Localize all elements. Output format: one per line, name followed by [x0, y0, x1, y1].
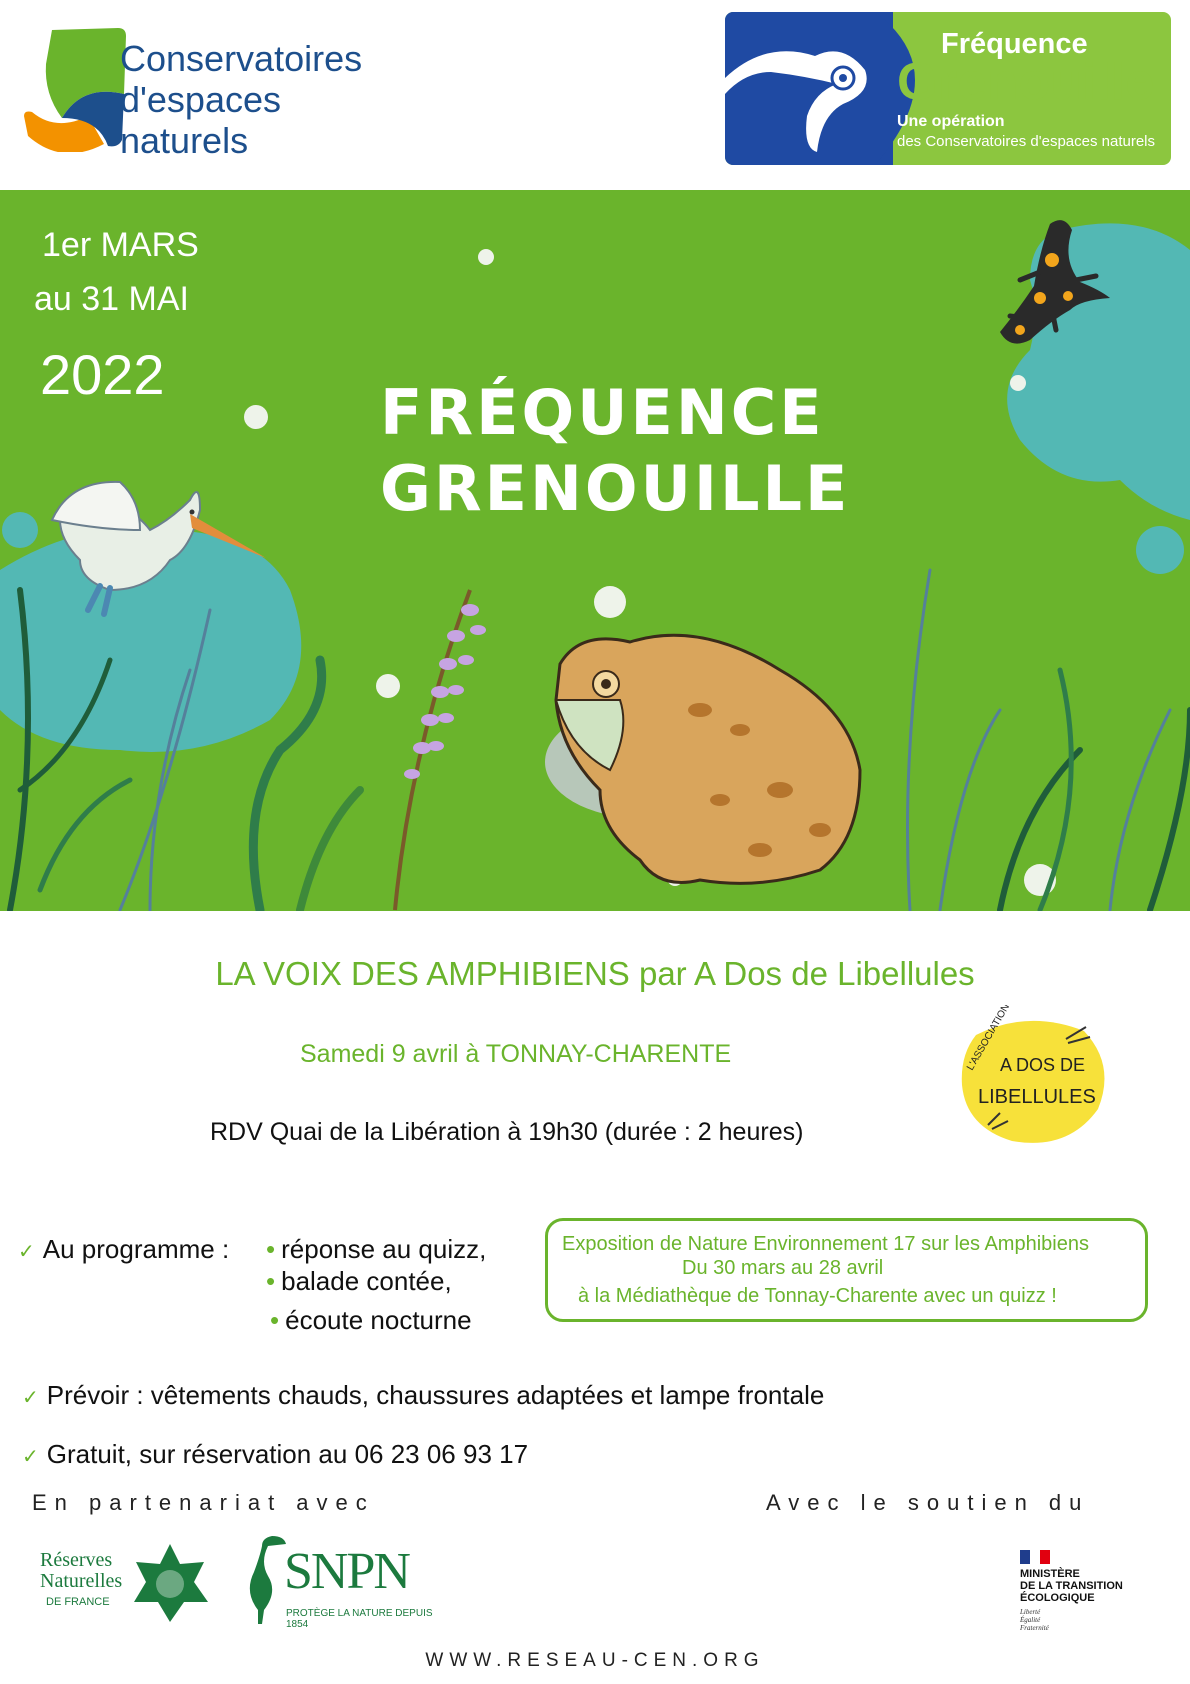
- cen-logo: [22, 24, 382, 164]
- teal-blob-top-right: [1007, 223, 1190, 520]
- bubble: [244, 405, 268, 429]
- adl-logo-line3: LIBELLULES: [978, 1086, 1096, 1108]
- exhibition-box: [545, 1218, 1148, 1322]
- checkmark-icon: ✓: [22, 1446, 39, 1468]
- partners-label: En partenariat avec: [32, 1490, 375, 1515]
- bullet-icon: •: [266, 1266, 276, 1296]
- event-banner: [0, 190, 1190, 911]
- snpn-name: SNPN: [284, 1543, 409, 1600]
- cen-logo-line2: d'espaces: [120, 79, 281, 120]
- fg-logo-line3: Une opération: [897, 113, 1005, 130]
- exhibition-line1: Exposition de Nature Environnement 17 sur les Amphibiens: [562, 1233, 1089, 1255]
- snpn-heron-icon: [238, 1532, 288, 1624]
- event-date: Samedi 9 avril à TONNAY-CHARENTE: [300, 1040, 732, 1068]
- bubble: [1010, 375, 1026, 391]
- ministry-motto2: Égalité: [1020, 1616, 1041, 1624]
- rnf-line1: Réserves: [40, 1549, 113, 1571]
- ministry-motto1: Liberté: [1020, 1608, 1041, 1616]
- exhibition-line3: à la Médiathèque de Tonnay-Charente avec un quizz !: [578, 1285, 1057, 1307]
- program-label: ✓ Au programme :: [18, 1234, 230, 1264]
- bubble: [478, 249, 494, 265]
- bullet-icon: •: [270, 1305, 280, 1335]
- date-year: 2022: [40, 343, 165, 406]
- program-item: • écoute nocturne: [270, 1305, 472, 1335]
- lavender-flower-icon: [395, 590, 486, 910]
- date-end: au 31 MAI: [34, 280, 189, 318]
- program-item: • réponse au quizz,: [266, 1234, 487, 1264]
- support-label: Avec le soutien du: [766, 1490, 1090, 1515]
- cen-logo-mark-icon: [22, 24, 130, 152]
- fg-logo-line4: des Conservatoires d'espaces naturels: [897, 133, 1156, 150]
- bullet-icon: •: [266, 1234, 276, 1264]
- rnf-logo: [38, 1538, 208, 1628]
- frog-illustration-icon: [545, 635, 860, 883]
- ministry-line3: ÉCOLOGIQUE: [1020, 1592, 1095, 1604]
- footer-url[interactable]: WWW.RESEAU-CEN.ORG: [425, 1650, 765, 1671]
- program-item: • balade contée,: [266, 1266, 452, 1296]
- snpn-logo: [238, 1532, 438, 1630]
- bubble: [376, 674, 400, 698]
- checkmark-icon: ✓: [18, 1241, 35, 1263]
- event-rendezvous: RDV Quai de la Libération à 19h30 (durée : 2 heures): [210, 1118, 804, 1146]
- ministry-logo: [1016, 1550, 1166, 1636]
- fg-logo-line1: Fréquence: [941, 28, 1088, 60]
- bubble: [594, 586, 626, 618]
- event-title: LA VOIX DES AMPHIBIENS par A Dos de Libellules: [215, 955, 975, 992]
- teal-bubble: [2, 512, 38, 548]
- prevoir-note: ✓ Prévoir : vêtements chauds, chaussures adaptées et lampe frontale: [22, 1380, 825, 1410]
- fg-logo-line2: Grenouille: [897, 53, 1155, 111]
- french-flag-icon: [1020, 1550, 1050, 1564]
- banner-title-line2: GRENOUILLE: [380, 452, 851, 525]
- ministry-motto3: Fraternité: [1020, 1624, 1049, 1632]
- rnf-turtle-icon: [130, 1540, 210, 1626]
- banner-title-line1: FRÉQUENCE: [380, 376, 825, 449]
- gratuit-note: ✓ Gratuit, sur réservation au 06 23 06 93 17: [22, 1439, 529, 1469]
- a-dos-de-libellules-logo: [948, 1005, 1116, 1153]
- ministry-line2: DE LA TRANSITION: [1020, 1580, 1123, 1592]
- adl-logo-line2: A DOS DE: [1000, 1055, 1086, 1075]
- snpn-tagline: PROTÈGE LA NATURE DEPUIS 1854: [286, 1608, 433, 1630]
- seaweed-right-icon: [908, 570, 1190, 910]
- date-start: 1er MARS: [42, 226, 199, 264]
- ministry-line1: MINISTÈRE: [1020, 1568, 1080, 1580]
- exhibition-line2: Du 30 mars au 28 avril: [682, 1257, 884, 1279]
- association-logo-icon: [948, 1005, 1116, 1153]
- cen-logo-line3: naturels: [120, 120, 249, 161]
- rnf-line3: DE FRANCE: [46, 1596, 110, 1608]
- checkmark-icon: ✓: [22, 1387, 39, 1409]
- cen-logo-line1: Conservatoires: [120, 38, 363, 79]
- adl-logo-line1: L'ASSOCIATION: [965, 1005, 1013, 1073]
- frequence-grenouille-logo: [725, 12, 1171, 165]
- rnf-line2: Naturelles: [40, 1570, 123, 1592]
- teal-bubble: [1136, 526, 1184, 574]
